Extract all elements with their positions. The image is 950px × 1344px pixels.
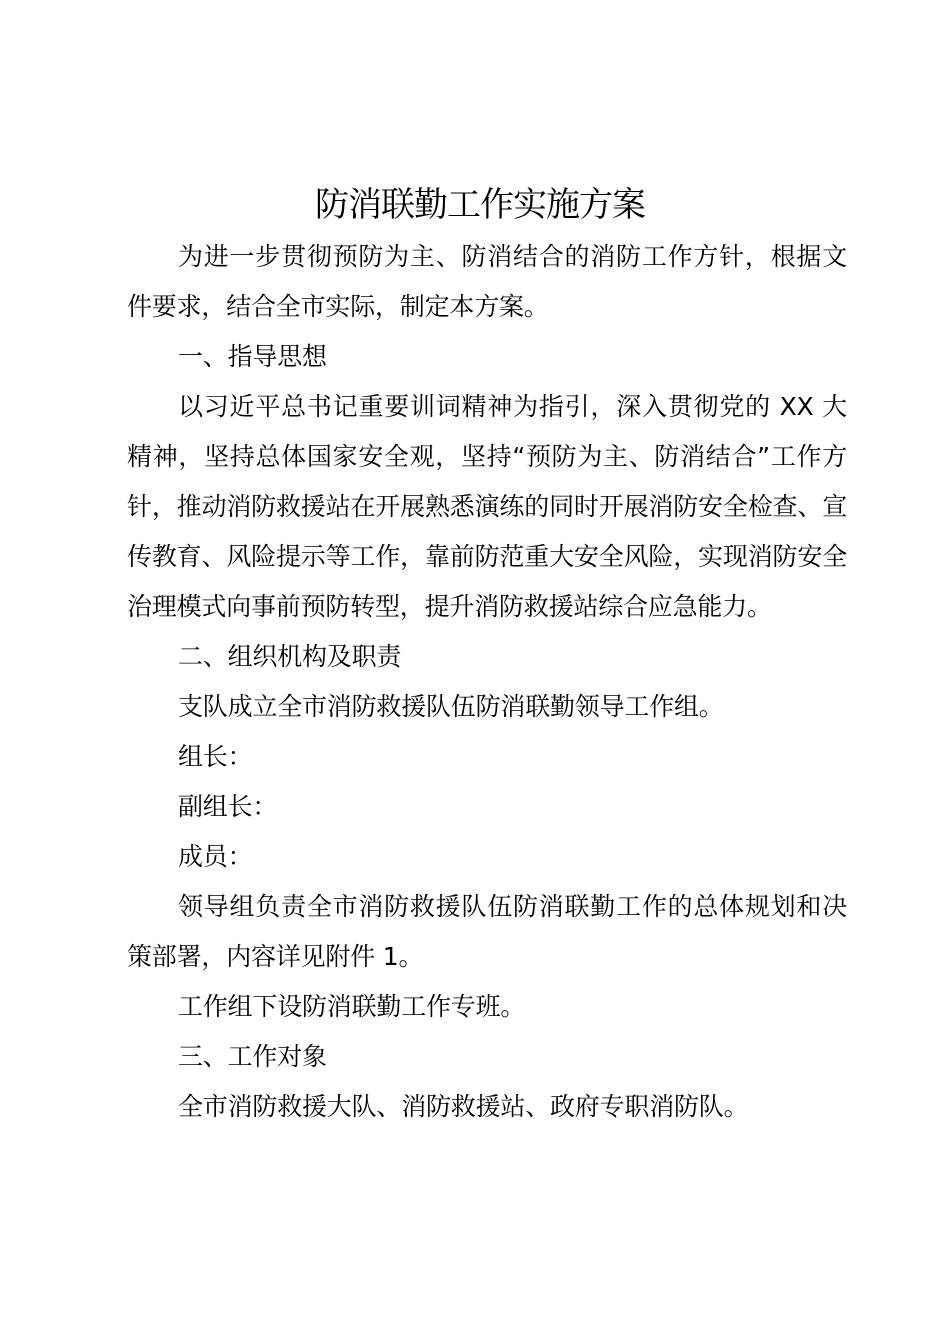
section-heading-guiding-ideology: 一、指导思想 [178,342,327,371]
section-heading-organization: 二、组织机构及职责 [178,642,402,671]
task-force-paragraph: 工作组下设防消联勤工作专班。 [178,992,526,1021]
document-body [127,232,847,1132]
section-heading-work-targets: 三、工作对象 [178,1042,327,1071]
deputy-leader-line: 副组长： [178,792,278,821]
organization-paragraph: 支队成立全市消防救援队伍防消联勤领导工作组。 [178,692,724,721]
leadership-duty-paragraph: 领导组负责全市消防救援队伍防消联勤工作的总体规划和决策部署，内容详见附件 1。 [127,892,847,971]
members-line: 成员： [178,842,253,871]
guiding-ideology-paragraph: 以习近平总书记重要训词精神为指引，深入贯彻党的 XX 大精神，坚持总体国家安全观，坚持“预防为主、防消结合”工作方针，推动消防救援站在开展熟悉演练的同时开展消防安全检查、宣传教育、风险提示等工作，靠前防范重大安全风险，实现消防安全治理模式向事前预防转型，提升消防救援站综合应急能力。 [127,392,847,621]
work-targets-paragraph: 全市消防救援大队、消防救援站、政府专职消防队。 [178,1092,749,1121]
group-leader-line: 组长： [178,742,253,771]
intro-paragraph: 为进一步贯彻预防为主、防消结合的消防工作方针，根据文件要求，结合全市实际，制定本方案。 [127,242,847,321]
document-title: 防消联勤工作实施方案 [315,185,645,225]
